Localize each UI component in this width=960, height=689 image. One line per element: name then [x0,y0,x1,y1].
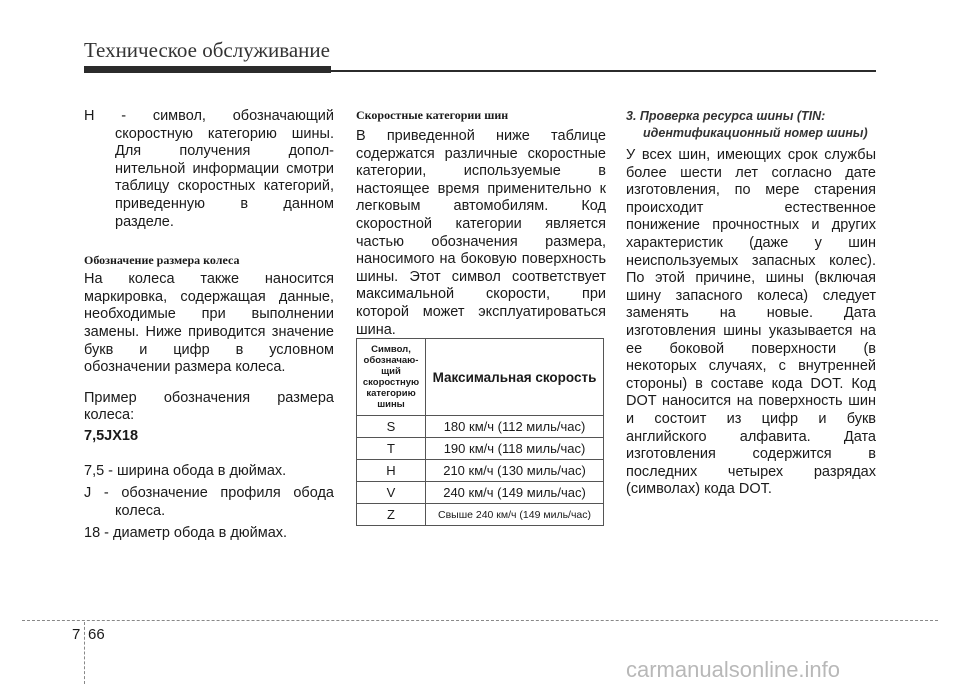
watermark: carmanualsonline.info [626,657,841,682]
tin-check-paragraph: У всех шин, имеющих срок службы более шести лет согласно дате изготовления, по мере старения происходит естественное понижение прочностных и других характеристик (даже у шин неиспользуемых запасных колес). По этой причине, шины (включая шину запасного колеса) следует заменять на новые. Дата изготовления шины указывается на ее боковой поверхности (в некоторых случаях, с внутренней стороны) в составе кода DOT. Код DOT наносится на поверхность шин и состоит из цифр и букв английского алфавита. Дата изготовления содержится в последних четырех разрядах (символах) кода DOT. [626,147,876,498]
wheel-size-paragraph: На колеса также наносится маркировка, содержащая данные, необходимые при выполнении замены. Ниже приводится значение букв и цифр в условном обозначении размера колеса. [84,271,334,376]
page-number: 66 [88,626,105,643]
table-cell-symbol: T [357,438,426,460]
table-cell-symbol: Z [357,504,426,526]
example-code: 7,5JX18 [84,427,139,444]
footer-vertical-divider [84,622,85,684]
speed-symbol-paragraph: H - символ, обозначающий скоростную категорию шины. Для получения допол-нительной информации смотри таблицу скоростных категорий, приведенную в данном разделе. [84,108,334,230]
rim-diameter-line: 18 - диаметр обода в дюймах. [84,525,288,542]
header-rule-thick [84,66,331,73]
table-header-symbol: Символ, обозначаю-щий скоростную категорию шины [357,339,426,416]
table-cell-symbol: H [357,460,426,482]
table-row [357,504,604,526]
table-row [357,438,604,460]
table-header-max-speed: Максимальная скорость [426,339,604,416]
rim-width-line: 7,5 - ширина обода в дюймах. [84,462,287,479]
footer-divider [22,620,938,621]
table-cell-speed: 240 км/ч (149 миль/час) [426,482,604,504]
table-row [357,460,604,482]
header-rule-thin [331,70,876,72]
section-number: 7 [72,626,81,643]
table-header-row [357,339,604,416]
table-cell-speed: 180 км/ч (112 миль/час) [426,416,604,438]
example-paragraph: Пример обозначения размера колеса: [84,389,334,424]
wheel-size-heading: Обозначение размера колеса [84,253,240,268]
speed-category-paragraph: В приведенной ниже таблице содержатся различные скоростные категории, используемые в настоящее время применительно к легковым автомобилям. Код скоростной категории является частью обозначения размера, наносимого на боковую поверхность шины. Этот символ соответствует максимальной скорости, при которой может эксплуатироваться шина. [356,128,606,338]
speed-category-heading: Скоростные категории шин [356,108,509,122]
table-cell-speed: 210 км/ч (130 миль/час) [426,460,604,482]
tin-check-heading: 3. Проверка ресурса шины (TIN: идентификационный номер шины) [626,109,868,140]
table-cell-speed: 190 км/ч (118 миль/час) [426,438,604,460]
rim-profile-line: J - обозначение профиля обода колеса. [84,485,334,519]
table-row [357,416,604,438]
column-left [84,108,334,543]
table-row [357,482,604,504]
table-cell-speed: Свыше 240 км/ч (149 миль/час) [426,504,604,526]
table-cell-symbol: S [357,416,426,438]
page-header-title: Техническое обслуживание [84,38,330,62]
table-cell-symbol: V [357,482,426,504]
speed-category-table [356,338,604,526]
column-right [626,108,876,499]
column-middle [356,108,606,339]
